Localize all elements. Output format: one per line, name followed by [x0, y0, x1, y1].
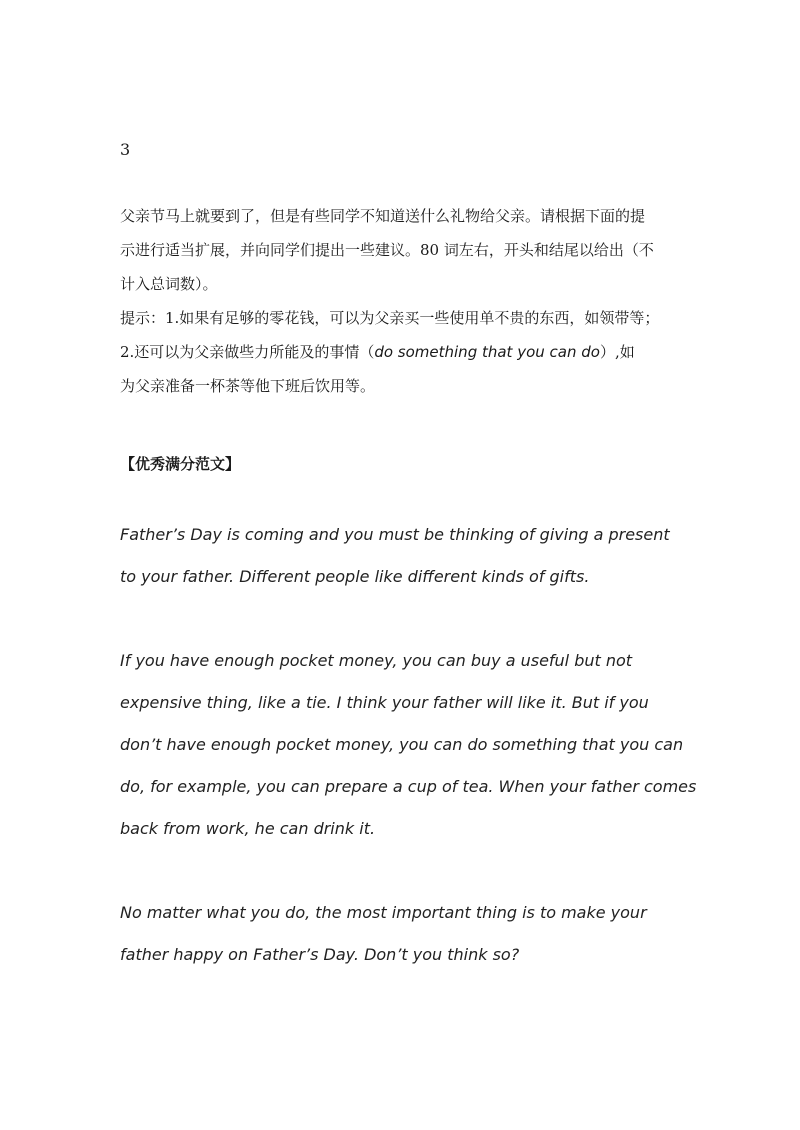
- essay-line: No matter what you do, the most important thing is to make your: [120, 903, 647, 922]
- hint-line-1: 提示：1.如果有足够的零花钱，可以为父亲买一些使用单不贵的东西，如领带等；: [120, 309, 660, 327]
- essay-line: Father’s Day is coming and you must be thinking of giving a present: [120, 525, 670, 544]
- hint-english-phrase: do something that you can do: [374, 343, 600, 361]
- prompt-line: 示进行适当扩展，并向同学们提出一些建议。80 词左右，开头和结尾以给出（不: [120, 241, 654, 259]
- page-number: 3: [120, 140, 131, 159]
- hint-line-3: 为父亲准备一杯茶等他下班后饮用等。: [120, 377, 376, 395]
- essay-line: back from work, he can drink it.: [120, 819, 376, 838]
- prompt-line: 计入总词数）。: [120, 275, 218, 293]
- essay-line: do, for example, you can prepare a cup of tea. When your father comes: [120, 777, 697, 796]
- essay-line: If you have enough pocket money, you can buy a useful but not: [120, 651, 633, 670]
- hint-line-2: [120, 339, 690, 373]
- hint-line-2-suffix: ）,如: [599, 343, 635, 361]
- hint-line-2-prefix: 2.还可以为父亲做些力所能及的事情（: [120, 343, 375, 361]
- section-heading: 【优秀满分范文】: [120, 455, 241, 473]
- prompt-line: 父亲节马上就要到了，但是有些同学不知道送什么礼物给父亲。请根据下面的提: [120, 207, 646, 225]
- essay-paragraph-2: [120, 640, 697, 850]
- essay-paragraph-1: [120, 514, 690, 598]
- essay-line: to your father. Different people like different kinds of gifts.: [120, 567, 590, 586]
- essay-line: expensive thing, like a tie. I think your father will like it. But if you: [120, 693, 649, 712]
- essay-paragraph-3: [120, 892, 690, 976]
- essay-line: don’t have enough pocket money, you can do something that you can: [120, 735, 684, 754]
- essay-line: father happy on Father’s Day. Don’t you think so?: [120, 945, 520, 964]
- writing-prompt: [120, 203, 690, 407]
